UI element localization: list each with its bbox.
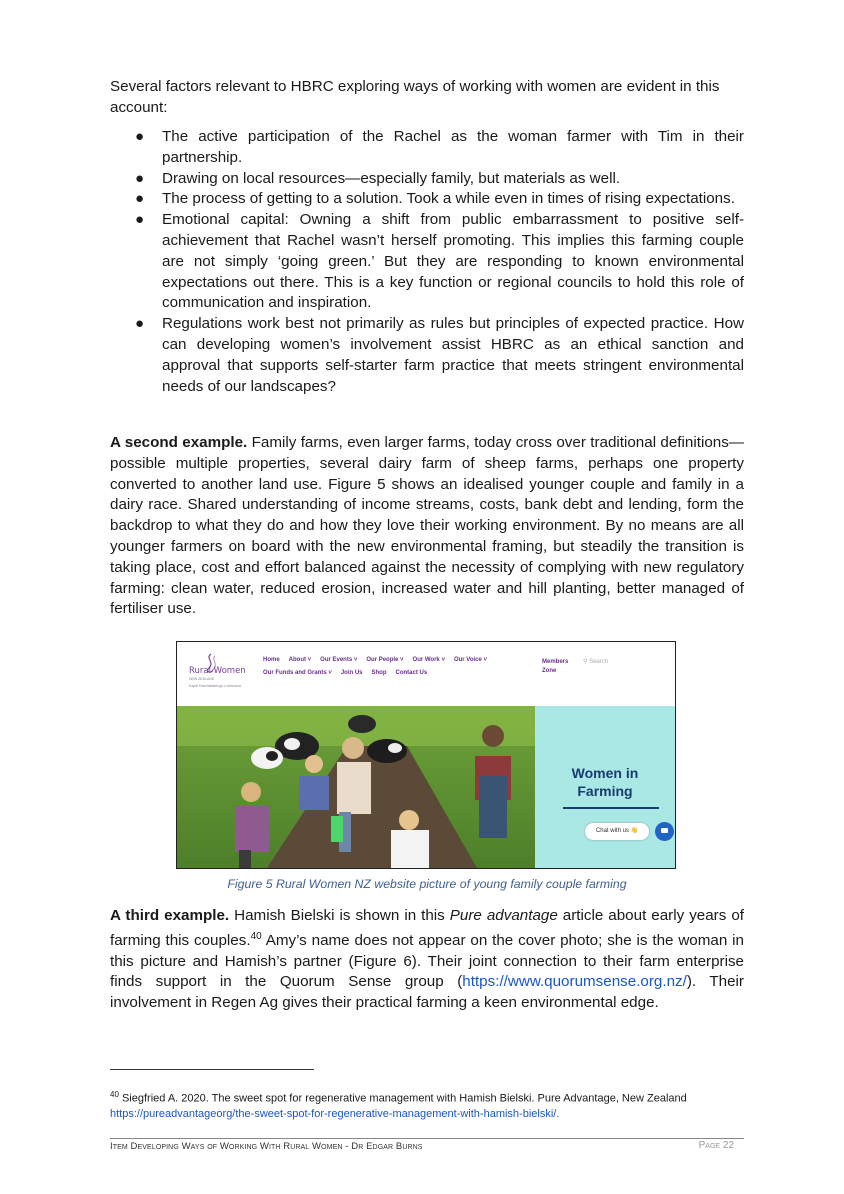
bullet-icon: ● [135, 190, 145, 208]
nav-our-voice[interactable]: Our Voice ˅ [453, 657, 488, 663]
site-search[interactable]: ⚲ Search [583, 659, 609, 665]
nav-contact-us[interactable]: Contact Us [395, 670, 428, 676]
footer-divider [110, 1138, 744, 1139]
bullet-icon: ● [135, 128, 145, 145]
list-item: ● Emotional capital: Owning a shift from public embarrassment to positive self-achievement that Rachel wasn’t herself promoting. This implies this farming couple are not simply ‘going green.’ But they are responding to known environmental expectations out there. This is a key function or regional councils to hold this role of communication and inspiration. [135, 211, 744, 312]
family-farming-photo [177, 706, 535, 868]
third-example-lead: A third example. [110, 907, 230, 924]
nav-our-events[interactable]: Our Events ˅ [320, 657, 358, 663]
logo-subtitle: NEW ZEALAND [189, 677, 215, 681]
factor-list [110, 127, 744, 397]
wave-icon: 👋 [630, 828, 639, 834]
bullet-icon: ● [135, 211, 145, 229]
page-number: Page 22 [698, 1140, 734, 1151]
nav-about[interactable]: About ˅ [288, 657, 312, 663]
chat-with-us-button[interactable]: Chat with us 👋 [585, 823, 649, 840]
site-header [177, 642, 675, 706]
nav-shop[interactable]: Shop [371, 670, 387, 676]
footnote-number: 40 [110, 1090, 119, 1099]
chat-icon[interactable] [655, 822, 674, 841]
members-zone-link[interactable]: Members Zone [542, 659, 569, 674]
bullet-icon: ● [135, 315, 145, 333]
logo-tagline: Kaptē Kaiwhakatōnga o Aotearoa [189, 684, 241, 688]
nav-join-us[interactable]: Join Us [340, 670, 363, 676]
intro-paragraph: Several factors relevant to HBRC exploring ways of working with women are evident in this account: [110, 78, 720, 116]
nav-funds-grants[interactable]: Our Funds and Grants ˅ [263, 670, 332, 676]
list-item: ● The active participation of the Rachel as the woman farmer with Tim in their partnership. [135, 128, 744, 166]
list-item: ● Drawing on local resources—especially family, but materials as well. [110, 169, 744, 190]
figure-5-screenshot [176, 641, 676, 869]
figure-caption: Figure 5 Rural Women NZ website picture of young family couple farming [227, 877, 627, 891]
nav-home[interactable]: Home [263, 657, 280, 663]
footnote-divider [110, 1069, 314, 1070]
site-nav-primary [263, 657, 496, 663]
hero-panel [535, 706, 675, 868]
list-item: ● Regulations work best not primarily as rules but principles of expected practice. How can developing women’s involvement assist HBRC as an ethical sanction and approval that supports self-starter farm practice that meets stringent environmental needs of our landscapes? [135, 315, 744, 395]
list-item: ● The process of getting to a solution. Took a while even in times of rising expectations. [110, 189, 744, 210]
nav-our-people[interactable]: Our People ˅ [366, 657, 404, 663]
second-example-paragraph: A second example. Family farms, even larger farms, today cross over traditional definitions—possible multiple properties, several dairy farm of sheep farms, perhaps one property converted to another land use. Figure 5 shows an idealised younger couple and family in a dairy race. Shared understanding of income streams, costs, bank debt and lending, form the backdrop to what they do and how they love their working environment. By no means are all younger farmers on board with the new environmental framing, but steadily the transition is taking place, cost and effort balanced against the necessity of complying with new regulatory farming: clean water, reduced erosion, increased water and hill planting, better managed of fertiliser use. [110, 434, 744, 618]
second-example-lead: A second example. [110, 434, 248, 451]
rural-women-logo [191, 650, 255, 702]
logo-text: Rural Women [189, 666, 246, 676]
footnote: $^{40}$ Siegfried A. 2020. The sweet spot for regenerative management with Hamish Bielski. Pure Advantage, New Zealand https://pureadvantageorg/the-sweet-spot-for-regenerative-management-with-hamish-bielski/. [110, 1090, 687, 1120]
search-icon: ⚲ [583, 659, 588, 665]
running-footer: Item Developing Ways of Working With Rural Women - Dr Edgar Burns [110, 1141, 423, 1152]
site-nav-secondary [263, 670, 436, 676]
nav-our-work[interactable]: Our Work ˅ [412, 657, 445, 663]
footnote-link[interactable]: https://pureadvantageorg/the-sweet-spot-for-regenerative-management-with-hamish-bielski/. [110, 1107, 560, 1120]
hero-title: Women in Farming [571, 765, 639, 799]
quorum-sense-link[interactable]: https://www.quorumsense.org.nz/ [462, 973, 687, 991]
third-example-paragraph: A third example. Hamish Bielski is shown in this Pure advantage article about early years of farming this couples.$^{40}$ Amy’s name does not appear on the cover photo; she is the woman in this picture and Hamish’s partner (Figure 6). Their joint connection to their farm enterprise finds support in the Quorum Sense group (https://www.quorumsense.org.nz/). Their involvement in Regen Ag gives their practical farming a keen environmental edge. [110, 907, 744, 1012]
hero-title-underline [563, 807, 659, 809]
bullet-icon: ● [135, 169, 145, 187]
footnote-ref[interactable]: 40 [250, 930, 262, 942]
